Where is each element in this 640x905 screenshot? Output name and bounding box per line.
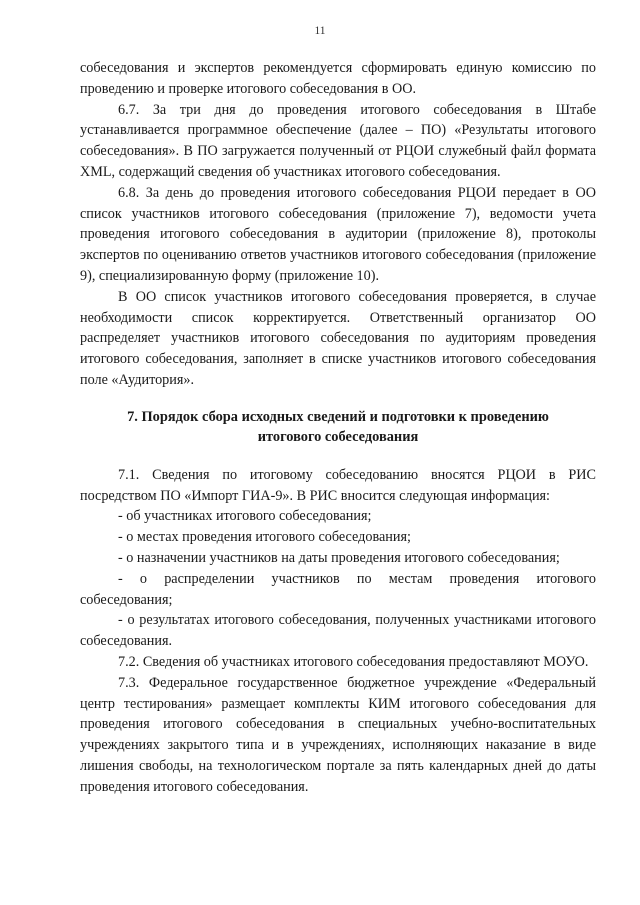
page-number: 11 (314, 25, 326, 37)
paragraph-6-8: 6.8. За день до проведения итогового собеседования РЦОИ передает в ОО список участников итогового собеседования (приложение 7), ведомости учета проведения итогового собеседования в аудитории (приложение 8), протоколы экспертов по оцениванию ответов участников итогового собеседования (приложение 9), специализированную форму (приложение 10). (80, 184, 596, 284)
section-heading: 7. Порядок сбора исходных сведений и подготовки к проведению итогового собеседования (127, 408, 549, 445)
paragraph-continuation: собеседования и экспертов рекомендуется сформировать единую комиссию по проведению и проверке итогового собеседования в ОО. (80, 60, 596, 97)
list-item: - о местах проведения итогового собеседования; (118, 529, 411, 546)
list-item: - о назначении участников на даты проведения итогового собеседования; (118, 549, 560, 566)
paragraph-7-3: 7.3. Федеральное государственное бюджетное учреждение «Федеральный центр тестирования» размещает комплекты КИМ итогового собеседования для проведения итогового собеседования в специальных учебно-воспитательных учреждениях закрытого типа и в учреждениях, исполняющих наказание в виде лишения свободы, на технологическом портале за пять календарных дней до даты проведения итогового собеседования. (80, 674, 596, 795)
paragraph-6-7: 6.7. За три дня до проведения итогового собеседования в Штабе устанавливается программное обеспечение (далее – ПО) «Результаты итогового собеседования». В ПО загружается полученный от РЦОИ служебный файл формата XML, содержащий сведения об участниках итогового собеседования. (80, 101, 596, 180)
document-body (80, 58, 596, 798)
list-item: - об участниках итогового собеседования; (118, 508, 372, 525)
list-item: - о распределении участников по местам проведения итогового собеседования; (80, 570, 596, 608)
paragraph-oo-list: В ОО список участников итогового собеседования проверяется, в случае необходимости список корректируется. Ответственный организатор ОО распределяет участников итогового собеседования по аудиториям проведения итогового собеседования, заполняет в списке участников итогового собеседования поле «Аудитория». (80, 288, 596, 388)
paragraph-7-2: 7.2. Сведения об участниках итогового собеседования предоставляют МОУО. (118, 653, 589, 670)
paragraph-7-1: 7.1. Сведения по итоговому собеседованию вносятся РЦОИ в РИС посредством ПО «Импорт ГИА-9». В РИС вносится следующая информация: (80, 466, 596, 504)
list-item: - о результатах итогового собеседования, полученных участниками итогового собеседования. (80, 612, 596, 650)
